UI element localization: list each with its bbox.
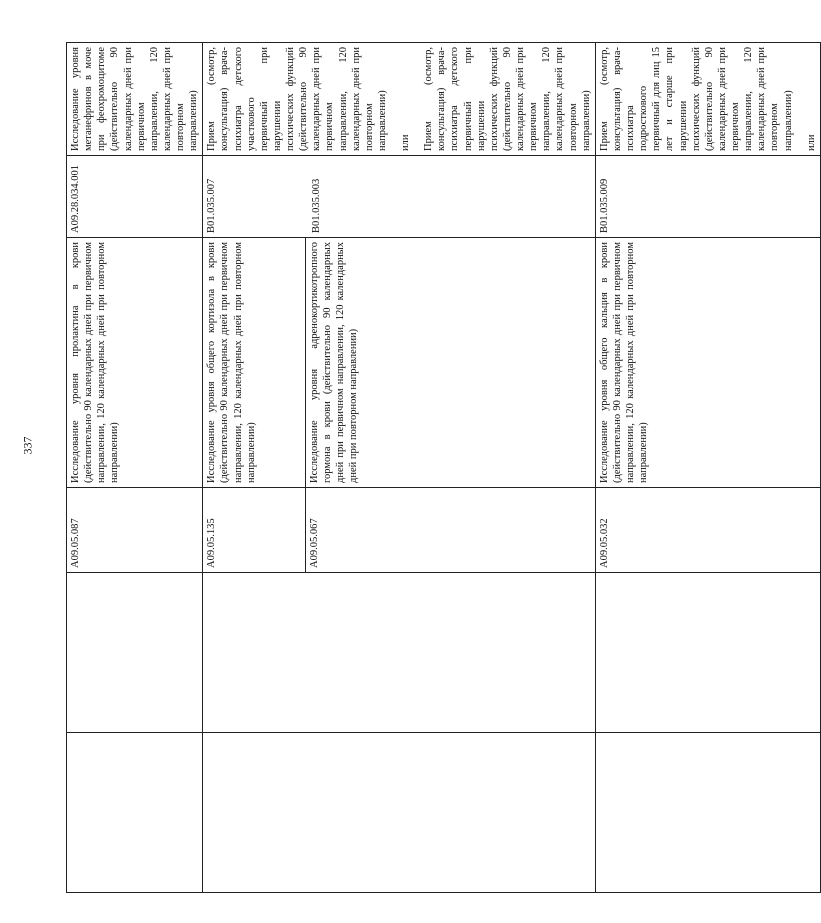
ref-description-cell [595,43,820,156]
ref-code-cell [203,156,596,238]
ref-code: B01.035.007 [206,178,218,233]
page-number: 337 [20,436,35,455]
empty-cell [203,733,596,893]
ref-description: Прием (осмотр, консультация) врача-психиатра детского участкового первичный при нарушении психических функций (действительно 90 календарных дней при первичном направлении, 120 календарных дней при повторном направлении) [206,47,388,151]
rotated-table-container [66,43,817,893]
lab-code: A09.05.135 [203,488,305,573]
ref-description: Исследование уровня метанефринов в моче при феохромоцитоме (действительно 90 календарных дней при первичном направлении, 120 календарных дней при повторном направлении) [67,43,203,156]
table-row [595,43,820,893]
or-separator: или [805,134,817,151]
ref-code: B01.035.009 [595,156,820,238]
ref-description: Прием (осмотр, консультация) врача-психиатра детского первичный при нарушении психических функций (действительно 90 календарных дней при первичном направлении, 120 календарных дней при повторном направлении) [423,47,592,151]
ref-code: B01.035.003 [311,178,323,233]
or-separator: или [400,134,411,151]
table-row [67,43,203,893]
requirements-table [66,42,821,893]
lab-code: A09.05.032 [595,488,820,573]
table-row [203,43,305,893]
lab-description: Исследование уровня пролактина в крови (действительно 90 календарных дней при первичном направлении, 120 календарных дней при повторном направлении) [67,238,203,488]
lab-description: Исследование уровня общего кортизола в крови (действительно 90 календарных дней при первичном направлении, 120 календарных дней при повторном направлении) [203,238,305,488]
empty-cell [203,573,596,733]
lab-code: A09.05.087 [67,488,203,573]
empty-cell [595,573,820,733]
lab-code: A09.05.067 [305,488,595,573]
lab-description: Исследование уровня адренокортикотропного гормона в крови (действительно 90 календарных дней при первичном направлении, 120 календарных дней при повторном направлении) [305,238,595,488]
empty-cell [67,733,203,893]
lab-description: Исследование уровня общего кальция в крови (действительно 90 календарных дней при первичном направлении, 120 календарных дней при повторном направлении) [595,238,820,488]
ref-code: A09.28.034.001 [67,156,203,238]
ref-description-cell [203,43,596,156]
empty-cell [595,733,820,893]
ref-description: Прием (осмотр, консультация) врача-психиатра подросткового первичный для лиц 15 лет и старше при нарушении психических функций (действительно 90 календарных дней при первичном направлении, 120 календарных дней при повторном направлении) [598,47,794,151]
empty-cell [67,573,203,733]
